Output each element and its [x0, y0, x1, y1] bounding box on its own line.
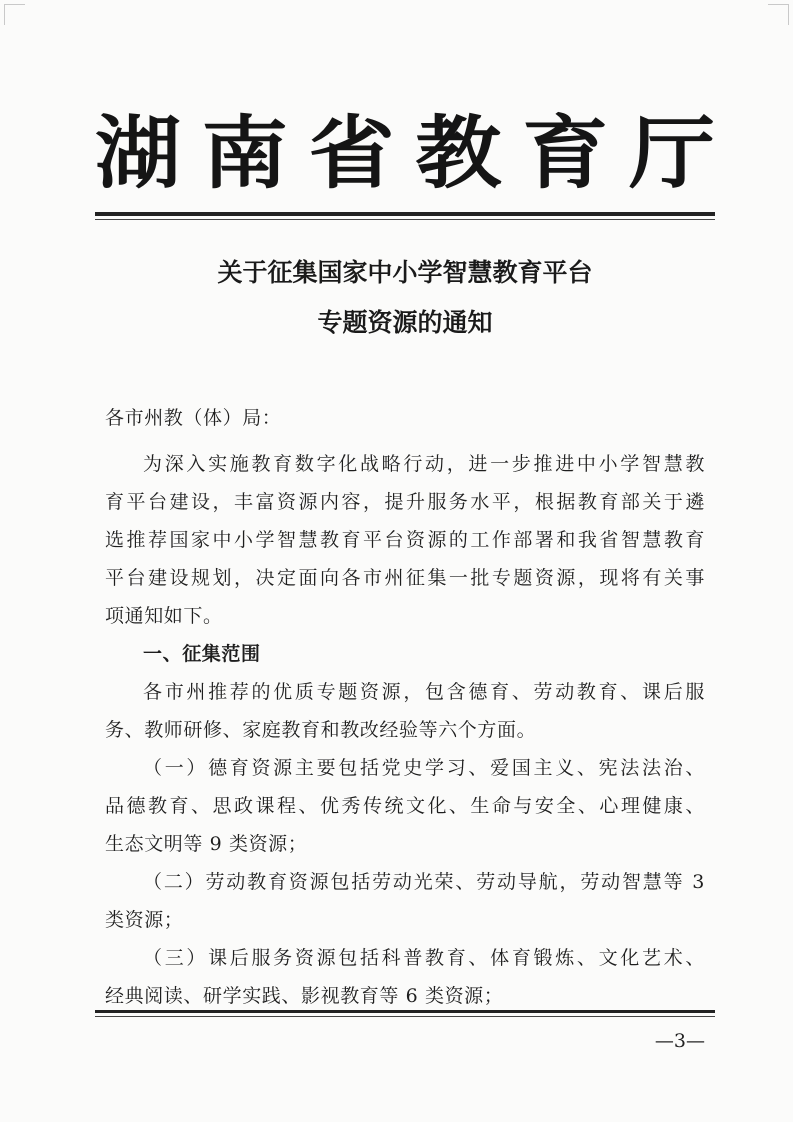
document-title-line1: 关于征集国家中小学智慧教育平台 [217, 258, 593, 287]
letterhead-char: 南 [201, 107, 288, 200]
letterhead-char: 省 [308, 107, 395, 200]
letterhead-rule-thick [95, 212, 715, 216]
letterhead-char: 育 [522, 107, 609, 200]
document-body [105, 402, 705, 1007]
letterhead-char: 厅 [628, 107, 715, 200]
section-line: 类资源； [105, 909, 184, 931]
section-heading: 一、征集范围 [143, 643, 261, 665]
section-line: （一）德育资源主要包括党史学习、爱国主义、宪法法治、 [143, 757, 705, 779]
footer-rule-thick [95, 1010, 715, 1013]
scan-corner-mark [768, 4, 789, 25]
footer-rule-thin [95, 1016, 715, 1017]
page-number: —3— [654, 1030, 705, 1052]
letterhead-char: 教 [415, 107, 502, 200]
scan-corner-mark [4, 4, 25, 25]
paragraph-line: 平台建设规划，决定面向各市州征集一批专题资源，现将有关事 [105, 567, 705, 589]
section-line: （二）劳动教育资源包括劳动光荣、劳动导航，劳动智慧等 3 [143, 871, 705, 893]
section-line: 务、教师研修、家庭教育和教改经验等六个方面。 [105, 719, 537, 741]
paragraph-line: 项通知如下。 [105, 605, 223, 627]
letterhead-rule-thin [95, 219, 715, 220]
paragraph-line: 育平台建设，丰富资源内容，提升服务水平，根据教育部关于遴 [105, 491, 705, 513]
section-line: 生态文明等 9 类资源； [105, 833, 308, 855]
letterhead-char: 湖 [95, 107, 181, 200]
section-line: （三）课后服务资源包括科普教育、体育锻炼、文化艺术、 [143, 947, 705, 969]
section-line: 各市州推荐的优质专题资源，包含德育、劳动教育、课后服 [143, 681, 705, 703]
section-line: 经典阅读、研学实践、影视教育等 6 类资源； [105, 985, 504, 1007]
paragraph-line: 选推荐国家中小学智慧教育平台资源的工作部署和我省智慧教育 [105, 529, 705, 551]
document-title-line2: 专题资源的通知 [317, 308, 493, 337]
section-line: 品德教育、思政课程、优秀传统文化、生命与安全、心理健康、 [105, 795, 705, 817]
agency-letterhead [95, 104, 715, 204]
salutation: 各市州教（体）局： [105, 407, 282, 429]
paragraph-line: 为深入实施教育数字化战略行动，进一步推进中小学智慧教 [143, 453, 705, 475]
